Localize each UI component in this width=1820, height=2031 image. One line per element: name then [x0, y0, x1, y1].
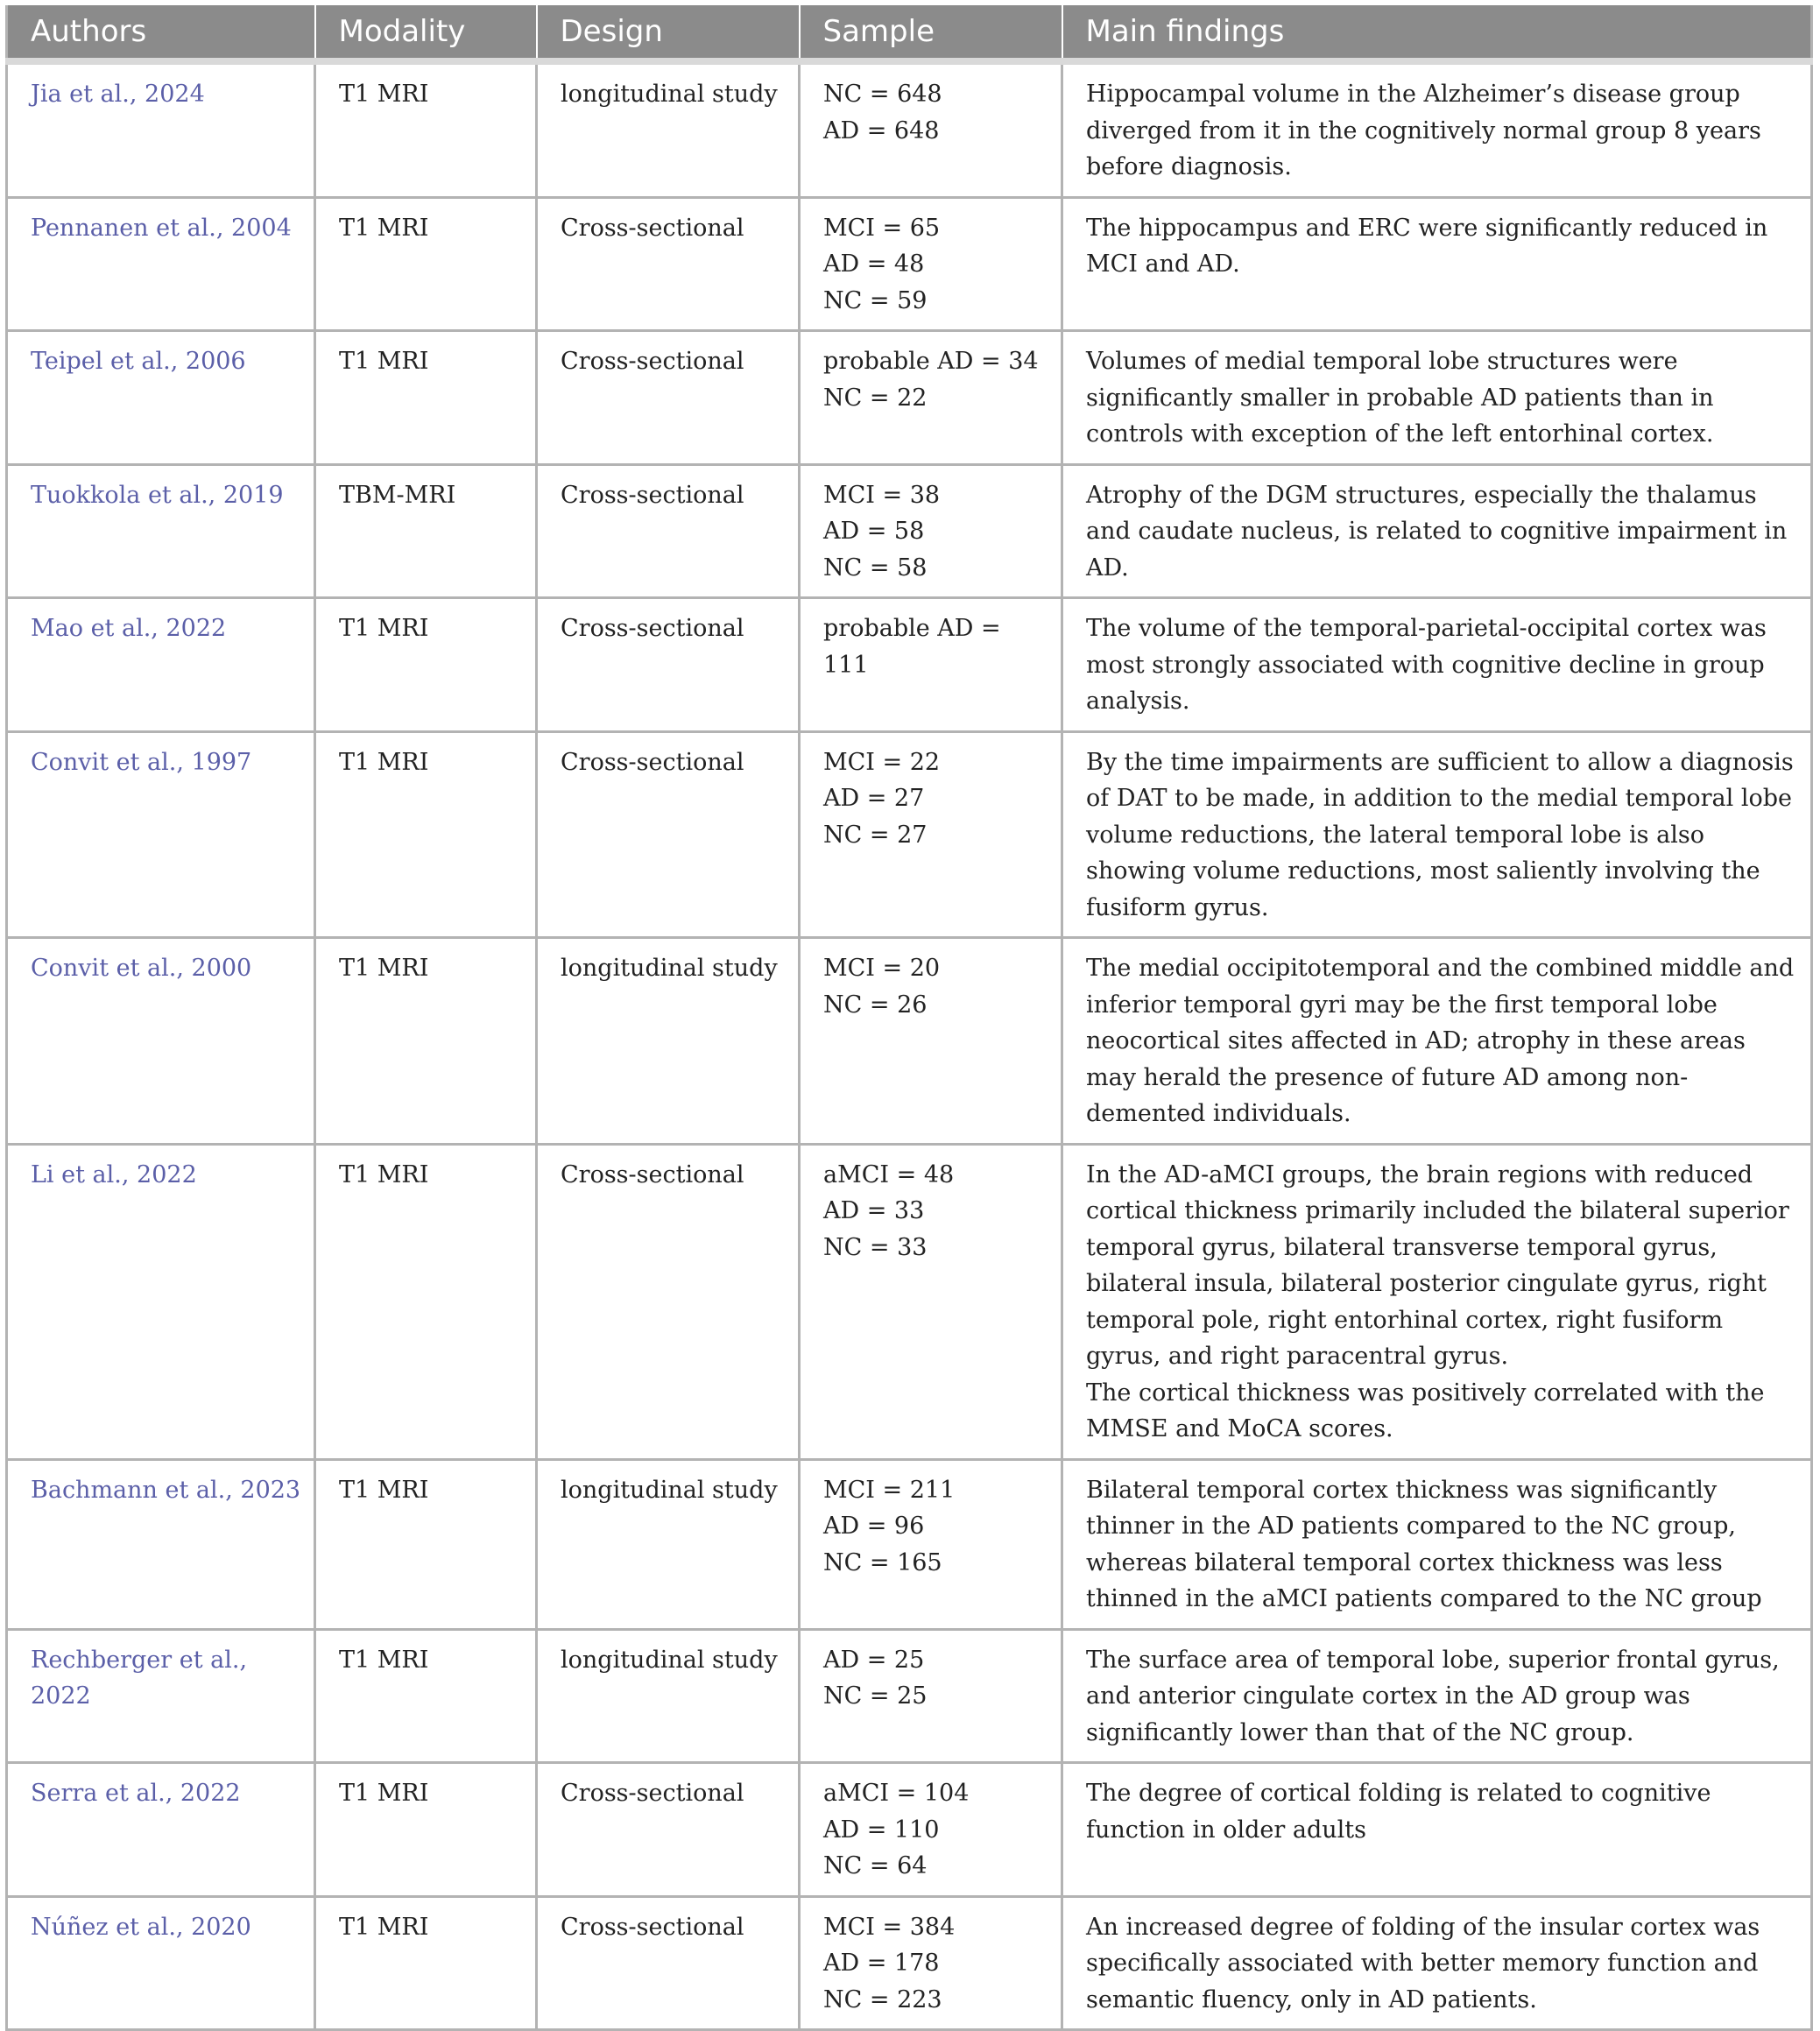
cell-sample	[800, 1459, 1062, 1629]
sample-group: NC = 58	[823, 554, 928, 582]
finding-text: The hippocampus and ERC were significantly reduced in MCI and AD.	[1086, 214, 1768, 278]
cell-sample	[800, 1896, 1062, 2030]
author-citation-link[interactable]: Li et al., 2022	[31, 1160, 197, 1188]
cell-authors	[7, 464, 315, 598]
cell-modality: T1 MRI	[315, 1896, 537, 2030]
sample-group: MCI = 65	[823, 214, 941, 242]
table-row	[7, 1629, 1812, 1763]
sample-group: NC = 26	[823, 991, 928, 1019]
sample-group: AD = 48	[823, 250, 925, 278]
finding-text: Volumes of medial temporal lobe structures were significantly smaller in probable AD patients than in controls with exception of the left entorhinal cortex.	[1086, 348, 1714, 448]
cell-design: Cross-sectional	[537, 1896, 800, 2030]
cell-modality: T1 MRI	[315, 731, 537, 938]
cell-authors	[7, 598, 315, 732]
sample-group: MCI = 22	[823, 748, 941, 776]
cell-modality: T1 MRI	[315, 1763, 537, 1897]
cell-modality: T1 MRI	[315, 331, 537, 465]
cell-modality: T1 MRI	[315, 1459, 537, 1629]
sample-group: MCI = 20	[823, 955, 941, 982]
cell-sample	[800, 1629, 1062, 1763]
literature-table-container	[5, 5, 1813, 2031]
finding-text: The surface area of temporal lobe, superior frontal gyrus, and anterior cingulate cortex in the AD group was significantly lower than that of the NC group.	[1086, 1646, 1780, 1746]
table-body	[7, 61, 1812, 2030]
author-citation-link[interactable]: Mao et al., 2022	[31, 615, 227, 642]
cell-design: longitudinal study	[537, 1629, 800, 1763]
table-row	[7, 1763, 1812, 1897]
table-row	[7, 1896, 1812, 2030]
finding-text: The degree of cortical folding is related to cognitive function in older adults	[1086, 1780, 1711, 1844]
cell-design: Cross-sectional	[537, 1763, 800, 1897]
cell-main-findings	[1062, 731, 1812, 938]
cell-main-findings	[1062, 1896, 1812, 2030]
cell-modality: T1 MRI	[315, 598, 537, 732]
sample-group: AD = 110	[823, 1816, 940, 1844]
cell-authors	[7, 938, 315, 1145]
cell-authors	[7, 731, 315, 938]
cell-design: Cross-sectional	[537, 464, 800, 598]
cell-design: Cross-sectional	[537, 331, 800, 465]
cell-sample	[800, 938, 1062, 1145]
cell-modality: T1 MRI	[315, 1629, 537, 1763]
author-citation-link[interactable]: Serra et al., 2022	[31, 1780, 241, 1807]
author-citation-link[interactable]: Núñez et al., 2020	[31, 1913, 251, 1941]
finding-text: The volume of the temporal-parietal-occipital cortex was most strongly associated with cognitive decline in group analysis.	[1086, 615, 1767, 715]
finding-text: In the AD-aMCI groups, the brain regions with reduced cortical thickness primarily included the bilateral superior temporal gyrus, bilateral transverse temporal gyrus, bilateral insula, bilateral posterior cingulate gyrus, right temporal pole, right entorhinal cortex, right fusiform gyrus, and right paracentral gyrus.	[1086, 1160, 1789, 1370]
finding-text: By the time impairments are sufficient to allow a diagnosis of DAT to be made, in addition to the medial temporal lobe volume reductions, the lateral temporal lobe is also showing volume reductions, most saliently involving the fusiform gyrus.	[1086, 748, 1794, 921]
sample-group: aMCI = 104	[823, 1780, 970, 1807]
cell-main-findings	[1062, 1763, 1812, 1897]
cell-sample	[800, 331, 1062, 465]
cell-modality: T1 MRI	[315, 61, 537, 197]
sample-group: MCI = 384	[823, 1913, 956, 1941]
table-row	[7, 1144, 1812, 1459]
cell-design: longitudinal study	[537, 61, 800, 197]
cell-authors	[7, 331, 315, 465]
author-citation-link[interactable]: Teipel et al., 2006	[31, 348, 246, 375]
table-row	[7, 598, 1812, 732]
finding-text: Hippocampal volume in the Alzheimer’s disease group diverged from it in the cognitively normal group 8 years before diagnosis.	[1086, 81, 1761, 180]
cell-main-findings	[1062, 1629, 1812, 1763]
finding-text: The cortical thickness was positively correlated with the MMSE and MoCA scores.	[1086, 1379, 1765, 1442]
cell-sample	[800, 464, 1062, 598]
sample-group: MCI = 38	[823, 481, 941, 509]
header-design: Design	[537, 5, 800, 61]
sample-group: AD = 178	[823, 1950, 940, 1977]
cell-modality: TBM-MRI	[315, 464, 537, 598]
sample-group: NC = 648	[823, 81, 942, 108]
sample-group: NC = 223	[823, 1985, 942, 2013]
cell-modality: T1 MRI	[315, 1144, 537, 1459]
finding-text: Bilateral temporal cortex thickness was significantly thinner in the AD patients compared to the NC group, whereas bilateral temporal cortex thickness was less thinned in the aMCI patients compared to the NC group	[1086, 1476, 1762, 1612]
sample-group: aMCI = 48	[823, 1160, 955, 1188]
sample-group: AD = 648	[823, 116, 940, 145]
header-authors: Authors	[7, 5, 315, 61]
sample-group: NC = 25	[823, 1682, 928, 1710]
cell-design: longitudinal study	[537, 1459, 800, 1629]
cell-authors	[7, 1459, 315, 1629]
cell-authors	[7, 1763, 315, 1897]
cell-main-findings	[1062, 598, 1812, 732]
sample-group: probable AD = 111	[823, 615, 1001, 679]
cell-design: Cross-sectional	[537, 731, 800, 938]
cell-authors	[7, 1629, 315, 1763]
cell-main-findings	[1062, 1459, 1812, 1629]
cell-design: longitudinal study	[537, 938, 800, 1145]
cell-design: Cross-sectional	[537, 1144, 800, 1459]
sample-group: NC = 64	[823, 1852, 928, 1879]
sample-group: AD = 33	[823, 1197, 925, 1224]
cell-authors	[7, 197, 315, 331]
table-header	[7, 5, 1812, 61]
cell-modality: T1 MRI	[315, 197, 537, 331]
author-citation-link[interactable]: Jia et al., 2024	[31, 81, 205, 108]
cell-authors	[7, 1896, 315, 2030]
cell-authors	[7, 1144, 315, 1459]
sample-group: NC = 165	[823, 1548, 942, 1576]
author-citation-link[interactable]: Convit et al., 2000	[31, 955, 252, 982]
finding-text: The medial occipitotemporal and the combined middle and inferior temporal gyri may be the first temporal lobe neocortical sites affected in AD; atrophy in these areas may herald the presence of future AD among non-demented individuals.	[1086, 955, 1795, 1127]
cell-sample	[800, 1763, 1062, 1897]
cell-sample	[800, 197, 1062, 331]
sample-group: AD = 27	[823, 785, 925, 812]
header-sample: Sample	[800, 5, 1062, 61]
cell-authors	[7, 61, 315, 197]
sample-group: NC = 59	[823, 286, 928, 314]
author-citation-link[interactable]: Rechberger et al., 2022	[31, 1646, 248, 1710]
author-citation-link[interactable]: Bachmann et al., 2023	[31, 1476, 301, 1504]
table-row	[7, 731, 1812, 938]
table-row	[7, 938, 1812, 1145]
cell-design: Cross-sectional	[537, 598, 800, 732]
author-citation-link[interactable]: Pennanen et al., 2004	[31, 214, 292, 242]
sample-group: AD = 25	[823, 1646, 925, 1674]
cell-main-findings	[1062, 464, 1812, 598]
cell-sample	[800, 598, 1062, 732]
author-citation-link[interactable]: Tuokkola et al., 2019	[31, 481, 284, 509]
cell-sample	[800, 731, 1062, 938]
finding-text: Atrophy of the DGM structures, especially the thalamus and caudate nucleus, is related to cognitive impairment in AD.	[1086, 481, 1788, 582]
table-row	[7, 61, 1812, 197]
sample-group: AD = 58	[823, 518, 925, 545]
cell-main-findings	[1062, 61, 1812, 197]
sample-group: NC = 33	[823, 1233, 928, 1261]
table-row	[7, 197, 1812, 331]
literature-table	[5, 5, 1813, 2031]
header-main-findings: Main findings	[1062, 5, 1812, 61]
table-row	[7, 331, 1812, 465]
table-row	[7, 464, 1812, 598]
sample-group: NC = 22	[823, 384, 928, 412]
table-row	[7, 1459, 1812, 1629]
cell-sample	[800, 1144, 1062, 1459]
sample-group: MCI = 211	[823, 1476, 956, 1504]
header-modality: Modality	[315, 5, 537, 61]
cell-main-findings	[1062, 197, 1812, 331]
cell-modality: T1 MRI	[315, 938, 537, 1145]
finding-text: An increased degree of folding of the insular cortex was specifically associated with better memory function and semantic fluency, only in AD patients.	[1086, 1913, 1760, 2013]
cell-main-findings	[1062, 331, 1812, 465]
cell-design: Cross-sectional	[537, 197, 800, 331]
sample-group: AD = 96	[823, 1513, 925, 1540]
cell-sample	[800, 61, 1062, 197]
cell-main-findings	[1062, 938, 1812, 1145]
sample-group: probable AD = 34	[823, 348, 1039, 375]
sample-group: NC = 27	[823, 821, 928, 849]
header-row	[7, 5, 1812, 61]
cell-main-findings	[1062, 1144, 1812, 1459]
author-citation-link[interactable]: Convit et al., 1997	[31, 748, 252, 776]
